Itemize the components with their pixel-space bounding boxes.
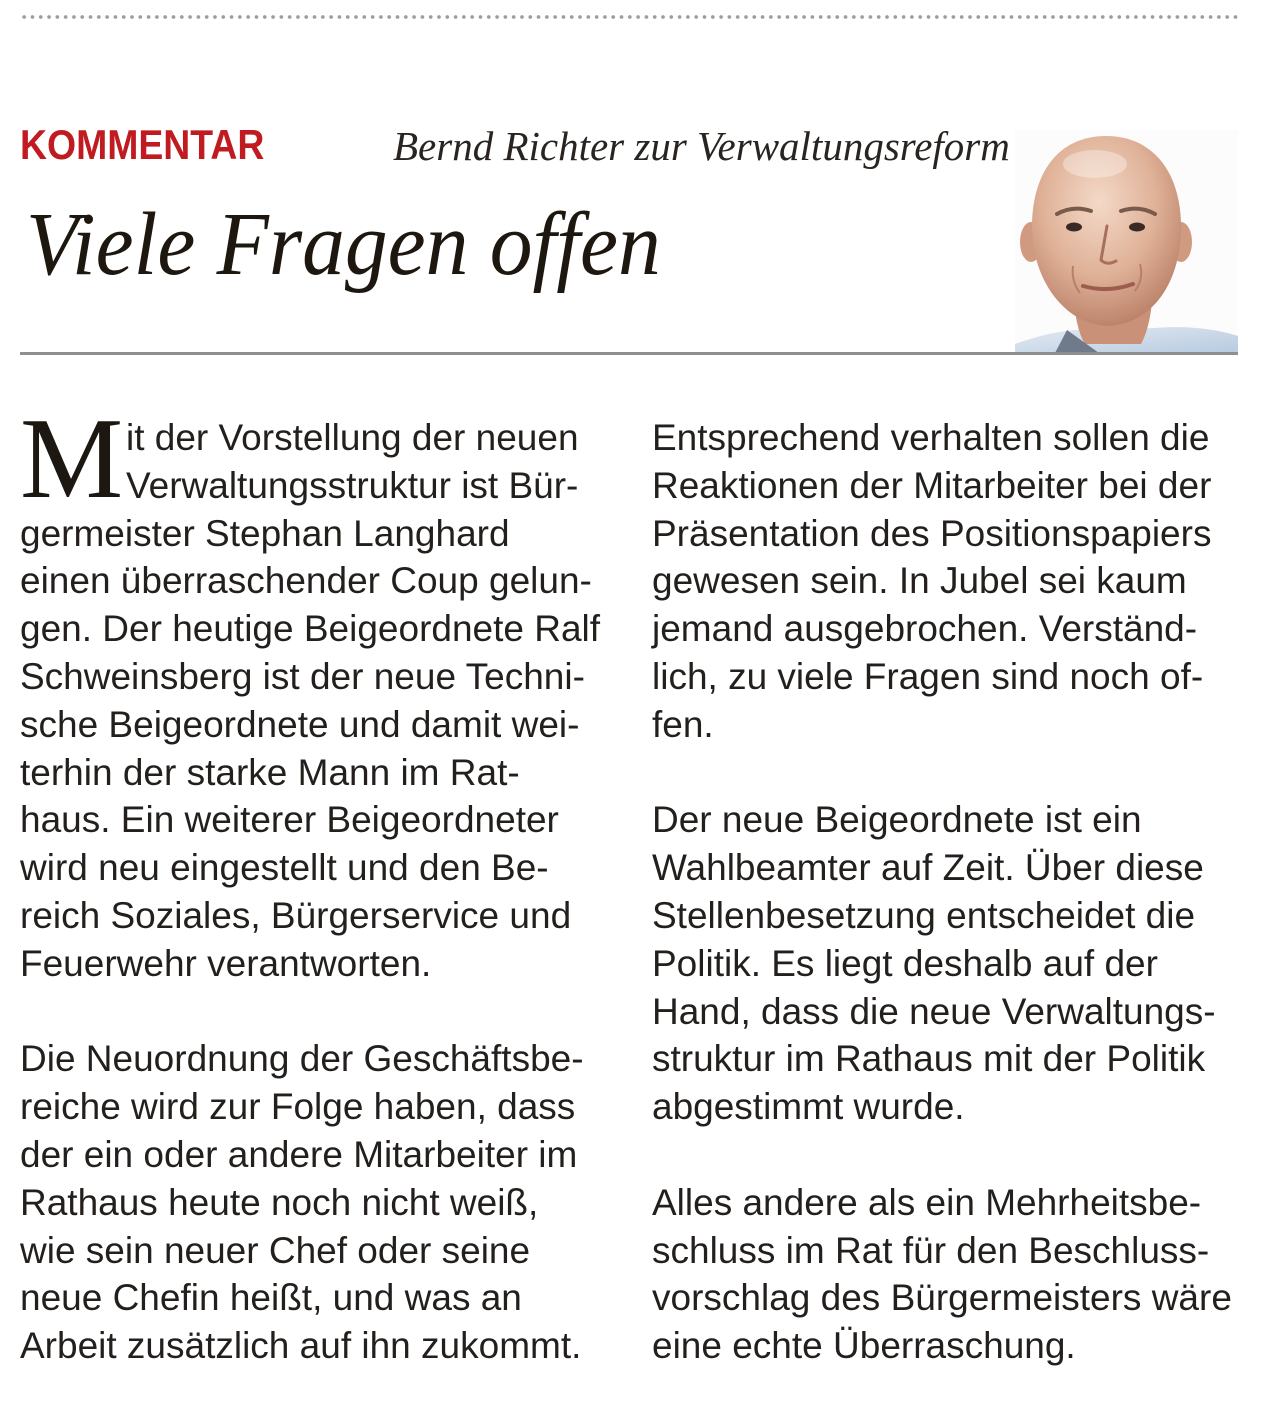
paragraph (652, 414, 1242, 749)
text-line: Stellenbesetzung entscheidet die (652, 894, 1196, 936)
text-line: wie sein neuer Chef oder seine (20, 1229, 531, 1271)
article-column-right (652, 414, 1242, 1370)
text-line: Rathaus heute noch nicht weiß, (20, 1181, 539, 1223)
headline: Viele Fragen offen (26, 195, 661, 294)
paragraph (652, 1179, 1242, 1370)
author-photo (1015, 130, 1238, 353)
text-line: Die Neuordnung der Geschäftsbe- (20, 1038, 584, 1080)
text-line: it der Vorstellung der neuen (126, 417, 579, 458)
text-line: schluss im Rat für den Beschluss- (652, 1229, 1210, 1271)
article-column-left (20, 395, 620, 1370)
text-line: struktur im Rathaus mit der Politik (652, 1038, 1206, 1080)
header-rule (20, 352, 1238, 355)
text-line: Reaktionen der Mitarbeiter bei der (652, 464, 1212, 506)
author-byline: Bernd Richter zur Verwaltungsreform (393, 123, 1010, 169)
text-line: Hand, dass die neue Verwaltungs- (652, 990, 1216, 1032)
text-line: fen. (652, 703, 714, 745)
drop-cap: M (20, 395, 124, 523)
text-line: haus. Ein weiterer Beigeordneter (20, 799, 559, 841)
text-line: neue Chefin heißt, und was an (20, 1277, 522, 1319)
text-line: wird neu eingestellt und den Be- (20, 847, 549, 889)
paragraph (20, 1035, 620, 1370)
text-line: Entsprechend verhalten sollen die (652, 417, 1210, 458)
text-line: terhin der starke Mann im Rat- (20, 751, 520, 793)
text-line: abgestimmt wurde. (652, 1086, 965, 1128)
text-line: Schweinsberg ist der neue Techni- (20, 655, 585, 697)
text-line: jemand ausgebrochen. Verständ- (652, 608, 1198, 650)
text-line: vorschlag des Bürgermeisters wäre (652, 1277, 1232, 1319)
text-line: gewesen sein. In Jubel sei kaum (652, 560, 1187, 602)
section-kicker: KOMMENTAR (20, 121, 265, 168)
text-line: eine echte Überraschung. (652, 1325, 1076, 1367)
text-line: lich, zu viele Fragen sind noch of- (652, 655, 1204, 697)
text-line: der ein oder andere Mitarbeiter im (20, 1133, 578, 1175)
text-line: einen überraschender Coup gelun- (20, 560, 592, 602)
text-line: Wahlbeamter auf Zeit. Über diese (652, 847, 1204, 889)
text-line: Arbeit zusätzlich auf ihn zukommt. (20, 1325, 582, 1367)
paragraph (652, 796, 1242, 1131)
text-line: reiche wird zur Folge haben, dass (20, 1086, 576, 1128)
text-line: Politik. Es liegt deshalb auf der (652, 942, 1158, 984)
text-line: Feuerwehr verantworten. (20, 942, 432, 984)
text-line: germeister Stephan Langhard (20, 512, 510, 554)
text-line: Alles andere als ein Mehrheitsbe- (652, 1181, 1202, 1223)
top-dotted-rule (20, 14, 1238, 20)
text-line: sche Beigeordnete und damit wei- (20, 703, 580, 745)
text-line: Der neue Beigeordnete ist ein (652, 799, 1142, 841)
text-line: gen. Der heutige Beigeordnete Ralf (20, 608, 601, 650)
text-line: Verwaltungsstruktur ist Bür- (126, 464, 579, 506)
author-portrait (1015, 130, 1238, 353)
text-line: Präsentation des Positionspapiers (652, 512, 1212, 554)
text-line: reich Soziales, Bürgerservice und (20, 894, 572, 936)
